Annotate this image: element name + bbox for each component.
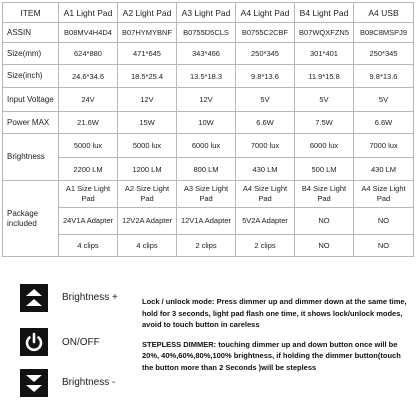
row-label: Package included [3,181,59,257]
table-row-brightness-lm [3,158,414,181]
table-cell: 6.6W [236,112,295,134]
column-header: B4 Light Pad [295,3,354,23]
table-cell: 250*345 [236,43,295,65]
instructions-text [142,296,414,382]
table-cell: A3 Size Light Pad [177,181,236,208]
column-header: A2 Light Pad [118,3,177,23]
table-row-size-mm [3,43,414,65]
on-off-label: ON/OFF [62,337,100,348]
table-cell: 15W [118,112,177,134]
table-cell: 5000 lux [118,134,177,158]
table-cell: 2200 LM [59,158,118,181]
table-cell: 7.5W [295,112,354,134]
stepless-title: STEPLESS DIMMER: [142,339,217,349]
table-cell: 5000 lux [59,134,118,158]
row-label: Power MAX [3,112,59,134]
table-row-package-clips [3,235,414,257]
stepless-dimmer-text [142,339,414,374]
table-cell: 6000 lux [177,134,236,158]
table-cell: 301*401 [295,43,354,65]
table-row-power-max [3,112,414,134]
table-cell: 800 LM [177,158,236,181]
table-cell: 12V1A Adapter [177,208,236,235]
table-cell: 18.5*25.4 [118,65,177,88]
column-header: A4 USB [354,3,414,23]
lock-mode-text: Lock / unlock mode: Press dimmer up and dimmer down at the same time, hold for 3 seconds, light pad flash one time, it shows lock/unlock modes, avoid to touch button in careless [142,297,407,330]
table-cell: 4 clips [59,235,118,257]
table-cell: 9.8*13.6 [354,65,414,88]
table-cell: 7000 lux [236,134,295,158]
table-cell: 2 clips [177,235,236,257]
column-header: A1 Light Pad [59,3,118,23]
table-row-package-adapters [3,208,414,235]
table-cell: A4 Size Light Pad [236,181,295,208]
table-cell: A4 Size Light Pad [354,181,414,208]
table-cell: 6000 lux [295,134,354,158]
row-label: Input Voltage [3,88,59,112]
spec-table [2,2,414,257]
table-cell: 2 clips [236,235,295,257]
table-cell: 13.5*18.3 [177,65,236,88]
table-cell: NO [295,235,354,257]
table-cell: B07WQXFZN5 [295,23,354,43]
brightness-up-icon [20,284,48,312]
table-cell: 10W [177,112,236,134]
column-header: ITEM [3,3,59,23]
table-cell: 4 clips [118,235,177,257]
table-cell: 24V1A Adapter [59,208,118,235]
table-cell: 12V [177,88,236,112]
table-cell: 5V2A Adapter [236,208,295,235]
table-cell: 471*645 [118,43,177,65]
brightness-down-icon [20,369,48,397]
table-row-input-voltage [3,88,414,112]
table-cell: NO [295,208,354,235]
table-cell: 624*880 [59,43,118,65]
table-header-row [3,3,414,23]
row-label: ASSIN [3,23,59,43]
table-cell: 343*466 [177,43,236,65]
table-cell: NO [354,208,414,235]
table-cell: 24V [59,88,118,112]
table-cell: 5V [354,88,414,112]
column-header: A4 Light Pad [236,3,295,23]
table-cell: 7000 lux [354,134,414,158]
row-label: Brightness [3,134,59,181]
table-cell: B08C8MSPJ9 [354,23,414,43]
table-cell: 5V [295,88,354,112]
table-row-assin [3,23,414,43]
table-cell: A2 Size Light Pad [118,181,177,208]
brightness-up-label: Brightness + [62,292,118,303]
table-cell: 430 LM [354,158,414,181]
table-cell: 6.6W [354,112,414,134]
table-row-brightness-lux [3,134,414,158]
table-row-size-inch [3,65,414,88]
row-label: Size(mm) [3,43,59,65]
table-cell: NO [354,235,414,257]
power-icon [20,328,48,356]
table-cell: A1 Size Light Pad [59,181,118,208]
table-cell: 1200 LM [118,158,177,181]
stepless-body: touching dimmer up and down button once will be 20%, 40%,60%,80%,100% brightness, if holding the dimmer button(touch the button more than 2 Seconds )will be stepless [142,339,401,372]
table-cell: 430 LM [236,158,295,181]
table-cell: 12V [118,88,177,112]
table-cell: 250*345 [354,43,414,65]
table-cell: 24.6*34.6 [59,65,118,88]
table-cell: 500 LM [295,158,354,181]
column-header: A3 Light Pad [177,3,236,23]
table-cell: 5V [236,88,295,112]
table-row-package-pads [3,181,414,208]
table-cell: B0755D5CLS [177,23,236,43]
table-cell: 11.9*15.8 [295,65,354,88]
brightness-down-label: Brightness - [62,377,116,388]
table-cell: B07HYMYBNF [118,23,177,43]
table-cell: 9.8*13.6 [236,65,295,88]
table-cell: B4 Size Light Pad [295,181,354,208]
table-cell: 21.6W [59,112,118,134]
row-label: Size(inch) [3,65,59,88]
table-cell: B08MV4H4D4 [59,23,118,43]
table-cell: 12V2A Adapter [118,208,177,235]
table-cell: B0755C2CBF [236,23,295,43]
